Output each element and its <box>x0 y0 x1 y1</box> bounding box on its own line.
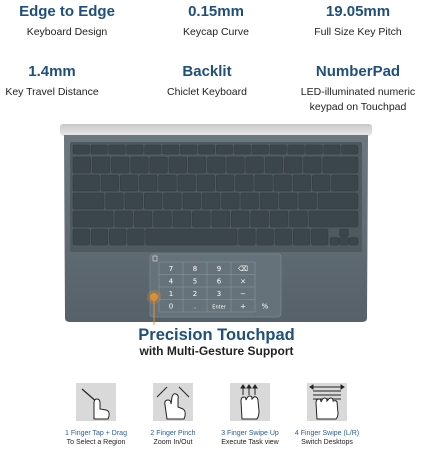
keyboard-key <box>340 229 349 237</box>
keyboard-key <box>216 175 234 191</box>
keyboard-key <box>91 229 108 245</box>
keyboard-key <box>73 157 91 173</box>
keyboard-key <box>92 157 110 173</box>
keyboard-key <box>293 175 311 191</box>
one-finger-drag-icon <box>76 383 116 421</box>
keyboard-key <box>251 211 269 227</box>
four-finger-swipe-icon <box>307 383 347 421</box>
laptop-hinge <box>60 124 372 136</box>
numberpad-key-label: 4 <box>168 277 174 286</box>
keyboard-key <box>270 211 288 227</box>
keyboard-key <box>163 145 179 154</box>
gesture-pinch <box>131 383 215 447</box>
keyboard-key <box>111 157 129 173</box>
numberpad-key-label: 1 <box>168 289 174 298</box>
keyboard-key <box>134 211 152 227</box>
keyboard-key <box>188 157 206 173</box>
keyboard-key <box>180 145 196 154</box>
keyboard-key <box>173 211 191 227</box>
numberpad-key-label: 7 <box>168 264 174 273</box>
keyboard-key <box>342 145 358 154</box>
numberpad-key-label: 2 <box>192 289 198 298</box>
pinch-icon <box>153 383 193 421</box>
numberpad-key-label: 0 <box>168 302 174 311</box>
keyboard-key <box>332 175 358 191</box>
feature-subtitle: LED-illuminated numeric <box>300 86 416 98</box>
feature-subtitle-line2: keypad on Touchpad <box>309 101 407 113</box>
keyboard-key <box>318 193 358 209</box>
keyboard-key <box>73 175 99 191</box>
keyboard-key <box>127 145 143 154</box>
keyboard-key <box>125 193 143 209</box>
keyboard-key <box>169 157 187 173</box>
keyboard-key <box>323 157 358 173</box>
keyboard-key <box>274 175 292 191</box>
gesture-one-finger-drag <box>54 383 138 447</box>
keyboard-key <box>164 193 182 209</box>
feature-subtitle: Key Travel Distance <box>5 86 99 98</box>
keyboard-key <box>73 211 113 227</box>
keyboard-key <box>139 175 157 191</box>
feature-title: 19.05mm <box>325 3 391 20</box>
keyboard-key <box>216 145 232 154</box>
keyboard-key <box>304 157 322 173</box>
gesture-description: To Select a Region <box>66 439 126 446</box>
feature-subtitle: Full Size Key Pitch <box>314 26 402 38</box>
keyboard-key <box>312 175 330 191</box>
keyboard-keys <box>73 145 358 245</box>
keyboard-key <box>288 145 304 154</box>
gesture-description: Zoom In/Out <box>153 439 193 446</box>
keyboard-key <box>257 229 274 245</box>
numberpad-key-label: 5 <box>192 277 198 286</box>
keyboard-key <box>120 175 138 191</box>
numberpad-key-label: × <box>240 277 246 286</box>
feature-title: 1.4mm <box>28 63 76 80</box>
keyboard-key <box>252 145 268 154</box>
keyboard-key <box>91 145 107 154</box>
keyboard-key <box>239 229 256 245</box>
feature-title: 0.15mm <box>188 3 244 20</box>
numberpad-key-label: ⌫ <box>238 264 248 273</box>
keyboard-key <box>290 211 308 227</box>
keyboard-key <box>309 211 358 227</box>
keyboard-key <box>255 175 273 191</box>
keyboard-key <box>150 157 168 173</box>
keyboard-key <box>192 211 210 227</box>
numberpad-key-label: Enter <box>212 304 226 311</box>
keyboard-key <box>198 145 214 154</box>
keyboard-key <box>154 211 172 227</box>
keyboard-key <box>299 193 317 209</box>
keyboard-key <box>275 229 292 245</box>
keyboard-key <box>231 211 249 227</box>
keyboard-key <box>109 145 125 154</box>
gesture-label: 1 Finger Tap + Drag <box>65 430 127 437</box>
numberpad-key-label: 3 <box>216 289 222 298</box>
keyboard-key <box>265 157 283 173</box>
keyboard-key <box>324 145 340 154</box>
keyboard-key <box>306 145 322 154</box>
keyboard-key <box>260 193 278 209</box>
gesture-three-finger-swipe <box>208 383 292 447</box>
keyboard-key <box>197 175 215 191</box>
keyboard-key <box>159 175 177 191</box>
feature-subtitle: Keyboard Design <box>26 26 108 38</box>
numberpad-key-label: − <box>240 289 246 298</box>
keyboard-key <box>128 229 145 245</box>
keyboard-key <box>73 193 104 209</box>
keyboard-key <box>144 193 162 209</box>
percent-icon: % <box>261 302 269 311</box>
keyboard-key <box>73 145 89 154</box>
gesture-description: Switch Desktops <box>301 439 353 446</box>
keyboard-key <box>207 157 225 173</box>
feature-title: NumberPad <box>315 63 401 80</box>
feature-title: Backlit <box>182 63 232 80</box>
keyboard-key <box>227 157 245 173</box>
keyboard-key <box>131 157 149 173</box>
three-finger-swipe-icon <box>230 383 270 421</box>
keyboard-key <box>109 229 126 245</box>
keyboard-key <box>284 157 302 173</box>
gesture-label: 2 Finger Pinch <box>150 430 196 437</box>
keyboard-key <box>183 193 201 209</box>
numberpad-key-label: 8 <box>192 264 198 273</box>
keyboard-key <box>293 229 310 245</box>
keyboard-key <box>241 193 259 209</box>
gesture-label: 4 Finger Swipe (L/R) <box>294 430 360 437</box>
keyboard-key <box>279 193 297 209</box>
touchpad-subtitle: with Multi-Gesture Support <box>139 344 294 358</box>
keyboard-key <box>246 157 264 173</box>
feature-subtitle: Keycap Curve <box>183 26 249 38</box>
keyboard-key <box>202 193 220 209</box>
keyboard-key <box>236 175 254 191</box>
keyboard-key <box>340 238 349 246</box>
gesture-label: 3 Finger Swipe Up <box>221 430 279 437</box>
keyboard-key <box>222 193 240 209</box>
numberpad-key-label: + <box>240 302 246 311</box>
keyboard-key <box>270 145 286 154</box>
touchpad-title: Precision Touchpad <box>138 326 295 344</box>
numberpad-key-label: . <box>193 302 197 311</box>
keyboard-key <box>349 238 358 246</box>
gesture-description: Execute Task view <box>221 439 279 446</box>
gesture-four-finger-swipe <box>285 383 369 447</box>
keyboard-key <box>106 193 124 209</box>
feature-subtitle: Chiclet Keyboard <box>167 86 247 98</box>
keyboard-key <box>146 229 237 245</box>
keyboard-key <box>311 229 328 245</box>
keyboard-key <box>73 229 90 245</box>
numberpad-key-label: 6 <box>216 277 222 286</box>
keyboard-key <box>115 211 133 227</box>
keyboard-key <box>234 145 250 154</box>
keyboard-key <box>145 145 161 154</box>
numberpad-key-label: 9 <box>216 264 222 273</box>
keyboard-key <box>101 175 119 191</box>
keyboard-key <box>212 211 230 227</box>
feature-title: Edge to Edge <box>19 3 115 20</box>
keyboard-key <box>178 175 196 191</box>
keyboard-key <box>330 238 339 246</box>
